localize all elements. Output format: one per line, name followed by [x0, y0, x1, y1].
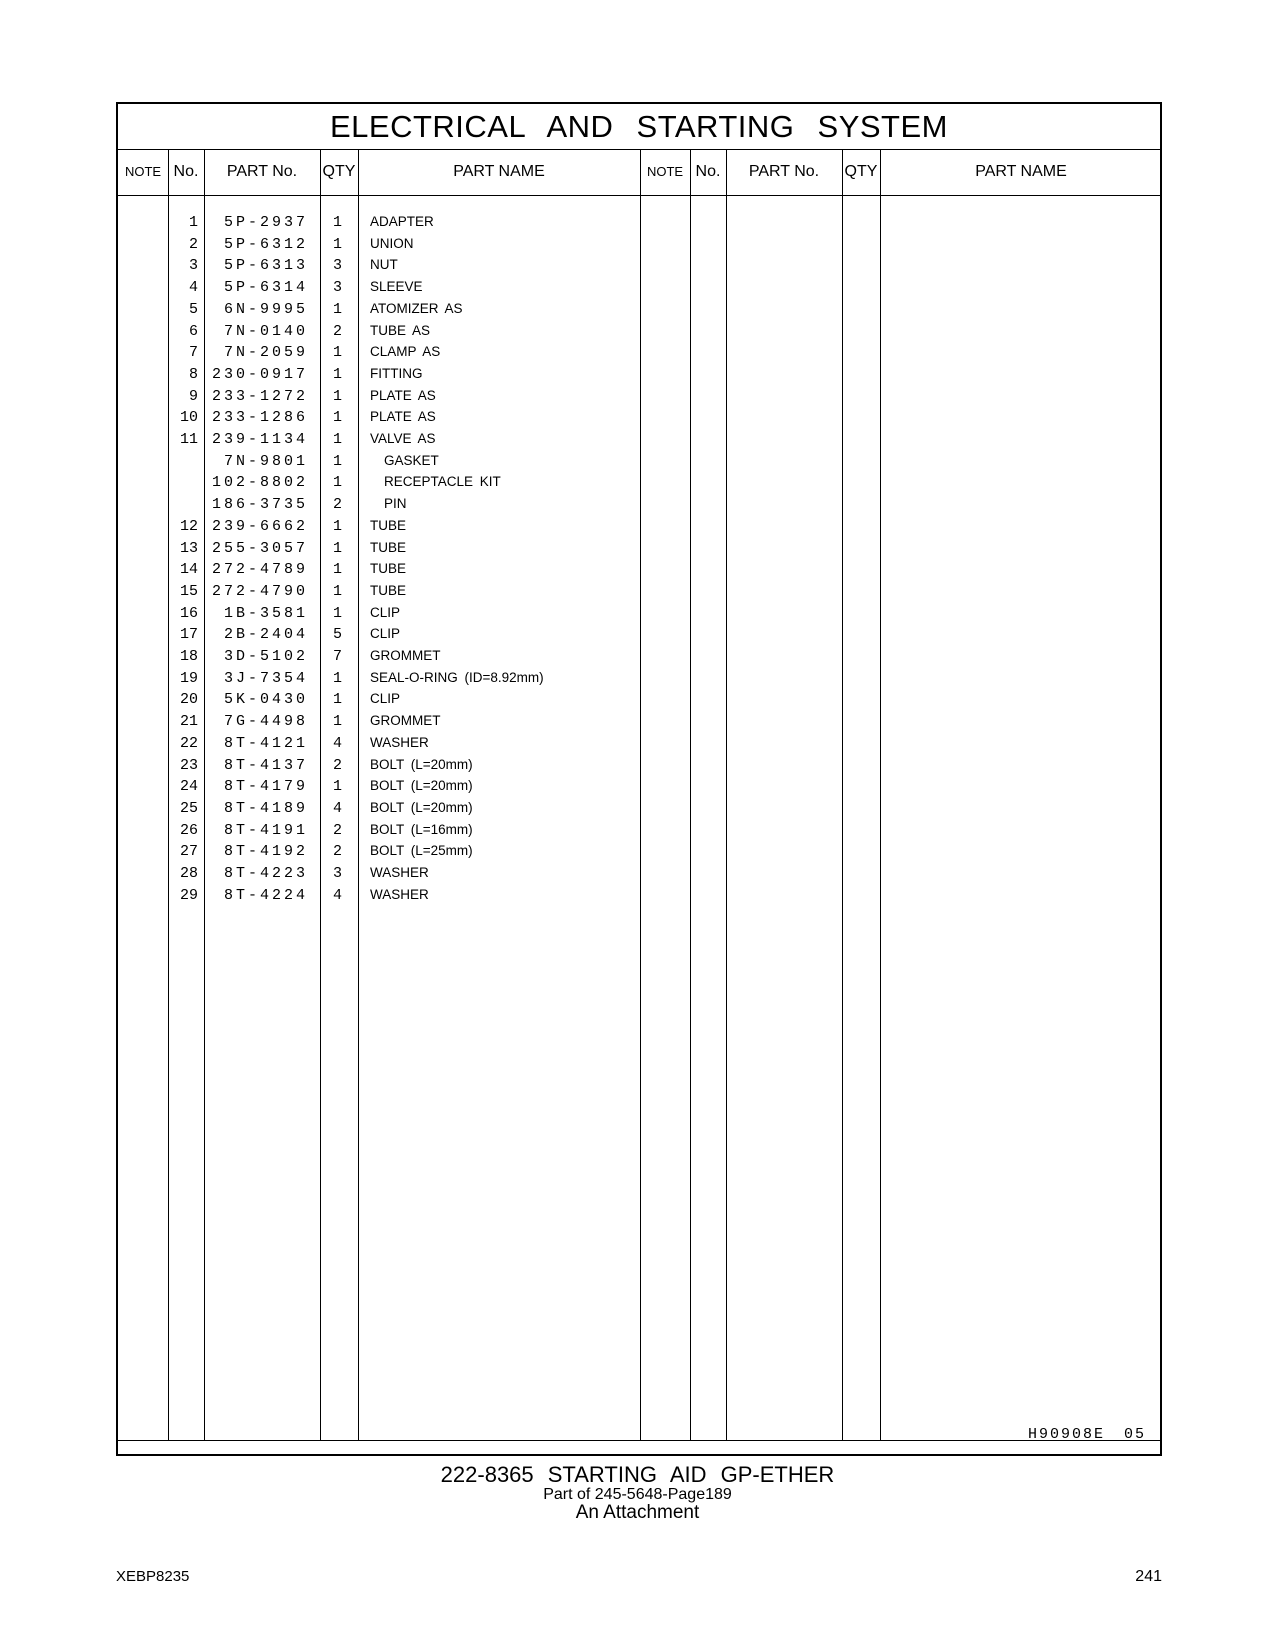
part-name: CLIP — [370, 604, 401, 620]
part-quantity: 1 — [332, 778, 342, 796]
table-row — [118, 713, 1160, 735]
part-item-number: 9 — [188, 387, 198, 405]
part-item-number: 28 — [179, 865, 198, 882]
table-row — [118, 301, 1160, 323]
group-caption: 222-8365 STARTING AID GP-ETHER — [440, 1462, 835, 1487]
part-name: PLATE AS — [370, 409, 436, 425]
part-name: CLIP — [370, 626, 401, 642]
part-name: UNION — [370, 235, 414, 251]
part-item-number: 5 — [188, 300, 198, 318]
table-row — [118, 691, 1160, 713]
part-number: 5P-6313 — [223, 257, 308, 275]
part-name: WASHER — [370, 734, 429, 750]
group-reference: Part of 245-5648-Page189 — [543, 1486, 732, 1503]
table-row — [118, 518, 1160, 540]
part-name: TUBE AS — [370, 322, 431, 338]
part-name: BOLT (L=16mm) — [370, 821, 473, 837]
part-name: NUT — [370, 257, 398, 273]
part-item-number: 27 — [179, 843, 198, 861]
part-quantity: 1 — [332, 561, 342, 579]
part-item-number: 10 — [179, 409, 198, 427]
table-row — [118, 236, 1160, 258]
table-row — [118, 778, 1160, 800]
part-name: TUBE — [370, 539, 407, 555]
part-number: 5P-6312 — [223, 235, 308, 253]
page-number: 241 — [1135, 1568, 1162, 1585]
part-name: SLEEVE — [370, 279, 423, 295]
part-quantity: 2 — [332, 322, 342, 340]
part-quantity: 2 — [332, 496, 342, 514]
table-row — [118, 474, 1160, 496]
footer-code: H90908E 05 — [1027, 1426, 1146, 1443]
group-type: An Attachment — [575, 1502, 700, 1523]
part-item-number: 3 — [188, 257, 198, 275]
part-item-number: 20 — [179, 691, 198, 709]
part-number: 8T-4121 — [223, 734, 308, 752]
header-part-no-right: PART No. — [748, 163, 820, 180]
part-item-number: 29 — [179, 886, 198, 904]
part-name: VALVE AS — [370, 431, 436, 446]
part-quantity: 1 — [332, 517, 342, 535]
part-number: 230-0917 — [211, 365, 308, 383]
part-name: TUBE — [370, 582, 407, 598]
part-name: TUBE — [370, 561, 407, 577]
part-name: CLAMP AS — [370, 344, 441, 360]
part-number: 8T-4189 — [223, 799, 308, 817]
part-item-number: 1 — [188, 214, 198, 231]
part-name: BOLT (L=20mm) — [370, 778, 473, 794]
part-quantity: 2 — [332, 756, 342, 774]
table-body-bottom-border — [118, 1440, 1160, 1441]
part-name: GROMMET — [370, 648, 441, 663]
part-number: 8T-4137 — [223, 756, 308, 774]
part-name: SEAL-O-RING (ID=8.92mm) — [370, 669, 544, 685]
table-row — [118, 366, 1160, 388]
part-quantity: 1 — [332, 214, 342, 231]
part-quantity: 1 — [332, 387, 342, 405]
part-number: 8T-4224 — [223, 886, 308, 904]
part-quantity: 1 — [332, 539, 342, 557]
part-name: BOLT (L=25mm) — [370, 843, 473, 859]
table-row — [118, 605, 1160, 627]
table-row — [118, 583, 1160, 605]
table-row — [118, 257, 1160, 279]
part-quantity: 1 — [332, 474, 342, 492]
part-name: GROMMET — [370, 713, 441, 729]
table-row — [118, 865, 1160, 887]
part-name: ADAPTER — [370, 214, 434, 229]
part-quantity: 3 — [332, 279, 342, 297]
part-number: 239-1134 — [211, 431, 308, 448]
part-quantity: 4 — [332, 799, 342, 817]
table-row — [118, 735, 1160, 757]
part-number: 7N-9801 — [223, 452, 308, 470]
part-number: 8T-4192 — [223, 843, 308, 861]
header-qty-left: QTY — [322, 163, 356, 180]
part-quantity: 1 — [332, 452, 342, 470]
part-number: 7G-4498 — [223, 713, 308, 731]
part-item-number: 16 — [179, 604, 198, 622]
part-number: 186-3735 — [211, 496, 308, 514]
part-item-number: 4 — [188, 279, 198, 297]
part-number: 2B-2404 — [223, 626, 308, 644]
part-quantity: 4 — [332, 886, 342, 904]
part-number: 239-6662 — [211, 517, 308, 535]
part-item-number: 21 — [179, 713, 198, 731]
table-row — [118, 843, 1160, 865]
part-item-number: 14 — [179, 561, 198, 579]
part-number: 3J-7354 — [223, 669, 308, 687]
part-name: TUBE — [370, 517, 407, 533]
table-row — [118, 626, 1160, 648]
part-item-number: 23 — [179, 756, 198, 774]
part-item-number: 24 — [179, 778, 198, 796]
part-quantity: 1 — [332, 409, 342, 427]
table-row — [118, 648, 1160, 670]
header-note-left: NOTE — [124, 164, 162, 179]
part-quantity: 1 — [332, 344, 342, 362]
part-name: WASHER — [370, 886, 429, 902]
part-quantity: 1 — [332, 365, 342, 383]
part-item-number: 22 — [179, 734, 198, 752]
part-quantity: 1 — [332, 235, 342, 253]
part-name: CLIP — [370, 691, 401, 707]
part-item-number: 17 — [179, 626, 198, 644]
part-item-number: 25 — [179, 799, 198, 817]
part-number: 272-4790 — [211, 582, 308, 600]
table-row — [118, 453, 1160, 475]
table-row — [118, 496, 1160, 518]
part-number: 5P-6314 — [223, 279, 308, 297]
part-item-number: 8 — [188, 365, 198, 383]
part-number: 255-3057 — [211, 539, 308, 557]
part-quantity: 3 — [332, 865, 342, 882]
part-number: 8T-4179 — [223, 778, 308, 796]
part-item-number: 15 — [179, 582, 198, 600]
part-quantity: 1 — [332, 604, 342, 622]
table-row — [118, 431, 1160, 453]
table-row — [118, 822, 1160, 844]
part-quantity: 1 — [332, 582, 342, 600]
part-name: ATOMIZER AS — [370, 300, 463, 316]
parts-table-frame — [116, 102, 1162, 1456]
header-part-name-left: PART NAME — [453, 163, 545, 180]
header-no-left: No. — [173, 163, 199, 180]
table-header-row — [118, 150, 1160, 196]
table-row — [118, 344, 1160, 366]
part-quantity: 5 — [332, 626, 342, 644]
part-item-number: 26 — [179, 821, 198, 839]
header-part-name-right: PART NAME — [975, 163, 1067, 180]
part-quantity: 1 — [332, 431, 342, 448]
table-row — [118, 887, 1160, 909]
part-name: GASKET — [384, 452, 439, 468]
header-qty-right: QTY — [844, 163, 878, 180]
table-row — [118, 540, 1160, 562]
part-number: 8T-4191 — [223, 821, 308, 839]
header-no-right: No. — [695, 163, 721, 180]
part-quantity: 2 — [332, 843, 342, 861]
part-name: BOLT (L=20mm) — [370, 756, 473, 772]
part-name: FITTING — [370, 365, 423, 381]
part-item-number: 11 — [179, 431, 198, 448]
part-number: 5P-2937 — [223, 214, 308, 231]
part-number: 8T-4223 — [223, 865, 308, 882]
part-quantity: 1 — [332, 713, 342, 731]
part-number: 3D-5102 — [223, 648, 308, 665]
header-part-no-left: PART No. — [226, 163, 298, 180]
table-row — [118, 670, 1160, 692]
part-number: 233-1272 — [211, 387, 308, 405]
part-name: BOLT (L=20mm) — [370, 799, 473, 815]
part-number: 5K-0430 — [223, 691, 308, 709]
table-row — [118, 388, 1160, 410]
part-item-number: 6 — [188, 322, 198, 340]
part-number: 233-1286 — [211, 409, 308, 427]
section-title: ELECTRICAL AND STARTING SYSTEM — [118, 104, 1160, 150]
part-quantity: 1 — [332, 300, 342, 318]
part-quantity: 4 — [332, 734, 342, 752]
part-name: PLATE AS — [370, 387, 436, 403]
part-number: 102-8802 — [211, 474, 308, 492]
part-quantity: 3 — [332, 257, 342, 275]
document-id: XEBP8235 — [116, 1568, 190, 1585]
table-row — [118, 561, 1160, 583]
part-quantity: 7 — [332, 648, 342, 665]
part-item-number: 12 — [179, 517, 198, 535]
table-row — [118, 800, 1160, 822]
table-row — [118, 323, 1160, 345]
part-item-number: 7 — [188, 344, 198, 362]
part-quantity: 1 — [332, 669, 342, 687]
part-quantity: 2 — [332, 821, 342, 839]
part-number: 6N-9995 — [223, 300, 308, 318]
part-number: 1B-3581 — [223, 604, 308, 622]
part-item-number: 2 — [188, 235, 198, 253]
table-row — [118, 757, 1160, 779]
part-quantity: 1 — [332, 691, 342, 709]
part-number: 7N-2059 — [223, 344, 308, 362]
part-item-number: 18 — [179, 648, 198, 665]
table-row — [118, 409, 1160, 431]
part-name: RECEPTACLE KIT — [384, 474, 501, 490]
part-name: PIN — [384, 496, 407, 512]
part-item-number: 13 — [179, 539, 198, 557]
table-row — [118, 279, 1160, 301]
part-name: WASHER — [370, 865, 429, 880]
part-item-number: 19 — [179, 669, 198, 687]
table-row — [118, 214, 1160, 236]
part-number: 7N-0140 — [223, 322, 308, 340]
part-number: 272-4789 — [211, 561, 308, 579]
header-note-right: NOTE — [646, 164, 684, 179]
